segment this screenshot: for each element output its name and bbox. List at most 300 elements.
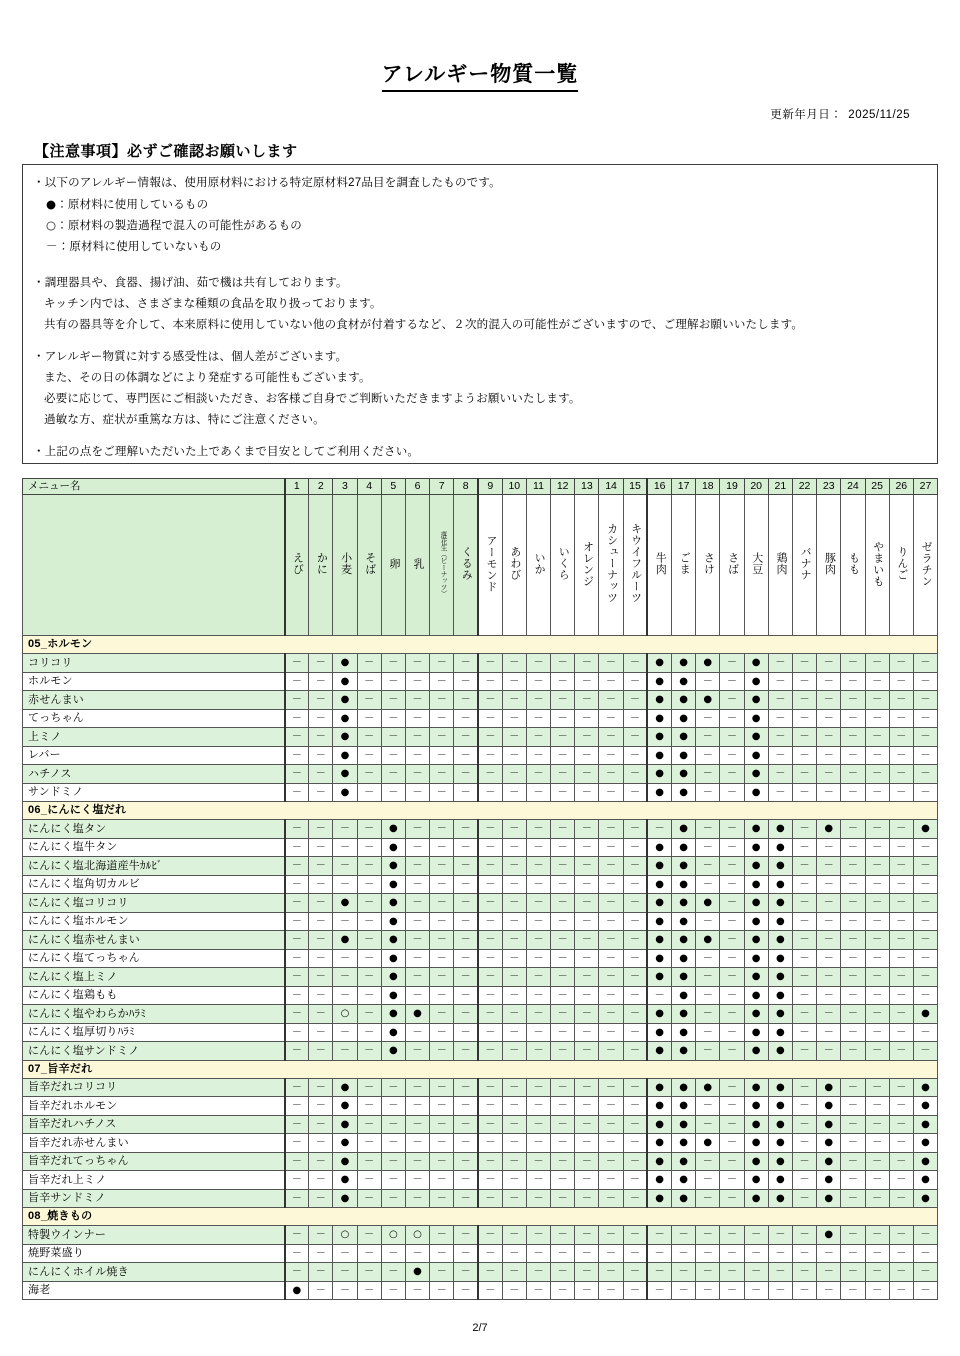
mark-absent: －	[896, 1081, 907, 1093]
mark-absent: －	[606, 1192, 617, 1204]
notice-heading: 【注意事項】必ずご確認お願いします	[34, 143, 298, 160]
allergen-cell-9	[478, 857, 502, 876]
allergen-cell-21	[768, 709, 792, 728]
allergen-cell-13	[575, 857, 599, 876]
allergen-cell-4	[357, 654, 381, 673]
mark-present: ●	[751, 1045, 761, 1056]
mark-absent: －	[315, 694, 326, 705]
mark-absent: －	[533, 1026, 544, 1038]
mark-absent: －	[364, 694, 375, 705]
allergen-cell-15	[623, 672, 647, 691]
mark-absent: －	[654, 823, 665, 834]
mark-absent: －	[460, 1266, 471, 1277]
mark-absent: －	[629, 823, 640, 834]
allergen-cell-15	[623, 968, 647, 987]
mark-present: ●	[824, 1081, 834, 1093]
mark-absent: －	[678, 1247, 689, 1259]
mark-absent: －	[436, 1045, 447, 1056]
mark-present: ●	[340, 768, 350, 779]
allergen-cell-27	[913, 1226, 937, 1245]
mark-absent: －	[412, 897, 423, 908]
allergen-cell-25	[865, 1005, 889, 1024]
allergen-cell-26	[889, 986, 913, 1005]
mark-absent: －	[726, 1100, 737, 1111]
allergen-cell-15	[623, 1263, 647, 1282]
allergen-cell-24	[841, 949, 865, 968]
allergen-number-20: 20	[744, 479, 768, 495]
allergen-cell-20	[744, 691, 768, 710]
allergen-cell-22	[792, 1244, 816, 1263]
allergen-cell-17	[672, 894, 696, 913]
mark-absent: －	[460, 768, 471, 779]
mark-absent: －	[412, 934, 423, 945]
allergen-cell-9	[478, 746, 502, 765]
mark-absent: －	[364, 934, 375, 945]
mark-absent: －	[388, 1137, 399, 1148]
menu-item-name: ホルモン	[23, 672, 285, 691]
mark-absent: －	[581, 768, 592, 779]
mark-absent: －	[436, 1247, 447, 1259]
mark-absent: －	[606, 1081, 617, 1093]
mark-absent: －	[412, 768, 423, 779]
allergen-cell-8	[454, 746, 478, 765]
mark-absent: －	[412, 915, 423, 927]
mark-absent: －	[629, 989, 640, 1001]
mark-absent: －	[606, 657, 617, 668]
mark-absent: －	[920, 860, 931, 871]
allergen-cell-12	[551, 1171, 575, 1190]
allergen-label: アーモンド	[484, 534, 497, 593]
allergen-cell-18	[696, 1005, 720, 1024]
allergen-cell-18	[696, 1097, 720, 1116]
allergen-cell-27	[913, 709, 937, 728]
mark-absent: －	[654, 1229, 665, 1240]
mark-present: ●	[751, 952, 761, 964]
mark-absent: －	[823, 731, 834, 742]
allergen-cell-24	[841, 1115, 865, 1134]
mark-absent: －	[485, 897, 496, 908]
allergen-header-5	[381, 495, 405, 636]
mark-absent: －	[509, 1174, 520, 1185]
mark-absent: －	[751, 1229, 762, 1240]
allergen-cell-1	[285, 1115, 309, 1134]
allergen-label: もも	[847, 552, 860, 575]
allergen-cell-4	[357, 1115, 381, 1134]
allergen-cell-24	[841, 1097, 865, 1116]
table-row	[23, 1171, 938, 1190]
allergen-cell-20	[744, 709, 768, 728]
allergen-cell-17	[672, 1244, 696, 1263]
mark-absent: －	[581, 897, 592, 908]
mark-absent: －	[920, 971, 931, 982]
allergen-cell-14	[599, 1226, 623, 1245]
mark-absent: －	[920, 657, 931, 668]
allergen-cell-26	[889, 783, 913, 802]
allergen-cell-27	[913, 654, 937, 673]
allergen-label: あわび	[508, 546, 521, 581]
allergen-cell-16	[647, 1005, 671, 1024]
allergen-cell-3	[333, 949, 357, 968]
allergen-cell-18	[696, 1115, 720, 1134]
allergen-cell-7	[430, 672, 454, 691]
mark-absent: －	[315, 1081, 326, 1093]
allergen-cell-6	[405, 912, 429, 931]
menu-item-name: 旨辛だれコリコリ	[23, 1078, 285, 1097]
mark-present: ●	[751, 712, 761, 724]
mark-absent: －	[485, 1100, 496, 1111]
allergen-number-25: 25	[865, 479, 889, 495]
allergen-cell-1	[285, 1097, 309, 1116]
allergen-cell-16	[647, 1097, 671, 1116]
allergen-cell-2	[309, 691, 333, 710]
mark-absent: －	[485, 1284, 496, 1296]
allergen-cell-26	[889, 931, 913, 950]
table-row	[23, 709, 938, 728]
allergen-cell-1	[285, 838, 309, 857]
allergen-cell-5	[381, 1171, 405, 1190]
mark-absent: －	[315, 897, 326, 908]
mark-absent: －	[823, 657, 834, 668]
mark-absent: －	[847, 1008, 858, 1019]
allergen-cell-2	[309, 857, 333, 876]
mark-absent: －	[485, 1174, 496, 1185]
mark-absent: －	[557, 989, 568, 1001]
allergen-cell-2	[309, 1042, 333, 1061]
allergen-cell-10	[502, 709, 526, 728]
table-row	[23, 1189, 938, 1208]
group-header-row	[23, 802, 938, 820]
notice-line-11: 過敏な方、症状が重篤な方は、特にご注意ください。	[44, 414, 325, 426]
mark-absent: －	[702, 1008, 713, 1019]
mark-absent: －	[896, 675, 907, 687]
mark-absent: －	[726, 841, 737, 853]
allergen-cell-11	[526, 1023, 550, 1042]
mark-absent: －	[629, 712, 640, 724]
allergen-cell-17	[672, 986, 696, 1005]
allergen-header-8	[454, 495, 478, 636]
mark-absent: －	[872, 897, 883, 908]
mark-absent: －	[533, 934, 544, 945]
mark-present: ●	[824, 1118, 834, 1130]
allergen-cell-7	[430, 1189, 454, 1208]
mark-absent: －	[436, 675, 447, 687]
mark-present: ●	[388, 897, 398, 908]
allergen-cell-27	[913, 931, 937, 950]
mark-absent: －	[823, 1266, 834, 1277]
mark-absent: －	[678, 1266, 689, 1277]
allergen-cell-3	[333, 1005, 357, 1024]
allergen-cell-16	[647, 728, 671, 747]
allergen-cell-3	[333, 1134, 357, 1153]
mark-absent: －	[460, 1137, 471, 1148]
allergen-cell-2	[309, 875, 333, 894]
mark-absent: －	[533, 1118, 544, 1130]
allergen-cell-12	[551, 1152, 575, 1171]
mark-absent: －	[436, 1266, 447, 1277]
allergen-cell-16	[647, 1152, 671, 1171]
allergen-cell-24	[841, 691, 865, 710]
allergen-cell-18	[696, 1042, 720, 1061]
allergen-cell-21	[768, 1042, 792, 1061]
allergen-cell-5	[381, 1263, 405, 1282]
allergen-cell-2	[309, 968, 333, 987]
mark-absent: －	[872, 694, 883, 705]
allergen-cell-10	[502, 1244, 526, 1263]
allergen-cell-17	[672, 1134, 696, 1153]
mark-absent: －	[509, 989, 520, 1001]
mark-absent: －	[751, 1247, 762, 1259]
allergen-cell-21	[768, 1023, 792, 1042]
allergen-cell-19	[720, 1171, 744, 1190]
mark-absent: －	[436, 712, 447, 724]
mark-absent: －	[896, 694, 907, 705]
mark-absent: －	[485, 1118, 496, 1130]
allergen-cell-20	[744, 1134, 768, 1153]
mark-absent: －	[315, 841, 326, 853]
mark-absent: －	[460, 897, 471, 908]
allergen-cell-25	[865, 986, 889, 1005]
mark-present: ●	[655, 1008, 665, 1019]
allergen-cell-6	[405, 1226, 429, 1245]
allergen-cell-15	[623, 765, 647, 784]
mark-absent: －	[557, 1137, 568, 1148]
allergen-cell-21	[768, 1263, 792, 1282]
allergen-cell-16	[647, 894, 671, 913]
mark-absent: －	[847, 1266, 858, 1277]
table-row	[23, 838, 938, 857]
allergen-cell-21	[768, 1115, 792, 1134]
allergen-label: さけ	[702, 552, 715, 575]
allergen-cell-14	[599, 1263, 623, 1282]
allergen-cell-25	[865, 875, 889, 894]
allergen-cell-27	[913, 949, 937, 968]
mark-absent: －	[629, 1045, 640, 1056]
allergen-cell-6	[405, 894, 429, 913]
allergen-cell-8	[454, 1226, 478, 1245]
mark-absent: －	[823, 1045, 834, 1056]
mark-absent: －	[920, 841, 931, 853]
mark-present: ●	[679, 1045, 688, 1056]
mark-absent: －	[920, 878, 931, 890]
mark-absent: －	[872, 1266, 883, 1277]
allergen-cell-25	[865, 968, 889, 987]
mark-absent: －	[872, 878, 883, 890]
allergen-cell-22	[792, 765, 816, 784]
allergen-cell-22	[792, 728, 816, 747]
allergen-cell-25	[865, 765, 889, 784]
allergen-cell-27	[913, 857, 937, 876]
allergen-cell-24	[841, 894, 865, 913]
mark-absent: －	[799, 971, 810, 982]
allergen-cell-6	[405, 672, 429, 691]
table-row	[23, 1078, 938, 1097]
allergen-cell-3	[333, 728, 357, 747]
mark-present: ●	[824, 1137, 834, 1148]
menu-item-name: にんにく塩北海道産牛ｶﾙﾋﾞ	[23, 857, 285, 876]
allergen-cell-12	[551, 654, 575, 673]
allergen-cell-3	[333, 894, 357, 913]
allergen-cell-1	[285, 857, 309, 876]
allergen-cell-6	[405, 765, 429, 784]
allergen-cell-17	[672, 765, 696, 784]
allergen-cell-24	[841, 986, 865, 1005]
allergen-cell-6	[405, 1152, 429, 1171]
mark-absent: －	[557, 1192, 568, 1204]
mark-present: ●	[340, 749, 350, 761]
mark-absent: －	[799, 694, 810, 705]
mark-present: ●	[413, 1266, 422, 1277]
allergen-cell-7	[430, 1115, 454, 1134]
allergen-cell-3	[333, 1078, 357, 1097]
mark-present: ●	[340, 1155, 350, 1167]
allergen-cell-21	[768, 1281, 792, 1300]
table-row	[23, 1023, 938, 1042]
mark-absent: －	[726, 823, 737, 834]
mark-absent: －	[436, 915, 447, 927]
update-date-value: 2025/11/25	[848, 109, 910, 121]
allergen-header-9	[478, 495, 502, 636]
mark-absent: －	[485, 823, 496, 834]
allergen-cell-6	[405, 1023, 429, 1042]
table-row	[23, 857, 938, 876]
allergen-cell-9	[478, 968, 502, 987]
mark-present: ●	[388, 1045, 398, 1056]
allergen-cell-13	[575, 1171, 599, 1190]
allergen-cell-22	[792, 1005, 816, 1024]
mark-present: ●	[775, 1026, 785, 1038]
allergen-cell-21	[768, 931, 792, 950]
mark-absent: －	[460, 841, 471, 853]
allergen-header-13	[575, 495, 599, 636]
allergen-cell-15	[623, 949, 647, 968]
allergen-cell-4	[357, 1042, 381, 1061]
allergen-cell-11	[526, 820, 550, 839]
mark-present: ●	[340, 712, 350, 724]
mark-absent: －	[291, 1081, 302, 1093]
allergen-cell-9	[478, 1244, 502, 1263]
mark-absent: －	[557, 675, 568, 687]
header-row-allergen-names	[23, 495, 938, 636]
allergen-cell-26	[889, 765, 913, 784]
mark-absent: －	[533, 768, 544, 779]
mark-absent: －	[629, 952, 640, 964]
allergen-label: カシューナッツ	[605, 523, 618, 604]
menu-item-name: にんにく塩牛タン	[23, 838, 285, 857]
allergen-cell-15	[623, 1171, 647, 1190]
allergen-cell-1	[285, 1189, 309, 1208]
mark-present: ●	[679, 1174, 688, 1185]
mark-absent: －	[291, 1045, 302, 1056]
allergen-cell-16	[647, 654, 671, 673]
allergen-cell-16	[647, 1171, 671, 1190]
mark-trace: ○	[388, 1229, 398, 1240]
mark-absent: －	[581, 971, 592, 982]
allergen-cell-3	[333, 1115, 357, 1134]
mark-present: ●	[655, 657, 665, 668]
mark-absent: －	[581, 1118, 592, 1130]
mark-present: ●	[775, 1118, 785, 1130]
mark-absent: －	[291, 749, 302, 761]
mark-absent: －	[751, 1284, 762, 1296]
mark-present: ●	[388, 1008, 398, 1019]
allergen-cell-13	[575, 1244, 599, 1263]
mark-absent: －	[702, 915, 713, 927]
allergen-cell-25	[865, 746, 889, 765]
mark-present: ●	[775, 860, 785, 871]
mark-absent: －	[557, 823, 568, 834]
allergen-cell-4	[357, 949, 381, 968]
allergen-cell-7	[430, 1097, 454, 1116]
allergen-cell-24	[841, 746, 865, 765]
allergen-label: 落花生（ピーナッツ）	[439, 530, 447, 597]
mark-absent: －	[799, 1118, 810, 1130]
allergen-cell-7	[430, 912, 454, 931]
allergen-cell-12	[551, 709, 575, 728]
allergen-cell-3	[333, 746, 357, 765]
allergen-cell-5	[381, 691, 405, 710]
mark-absent: －	[364, 915, 375, 927]
allergen-cell-9	[478, 765, 502, 784]
mark-present: ●	[751, 675, 761, 687]
allergen-cell-20	[744, 1226, 768, 1245]
allergen-cell-27	[913, 1134, 937, 1153]
update-date-line	[22, 106, 938, 122]
notice-line-10: 必要に応じて、専門医にご相談いただき、お客様ご自身でご判断いただきますようお願いいたします。	[44, 393, 581, 405]
mark-present: ●	[679, 1192, 688, 1204]
allergen-cell-9	[478, 949, 502, 968]
allergen-cell-24	[841, 875, 865, 894]
allergen-cell-23	[817, 654, 841, 673]
allergen-cell-16	[647, 1042, 671, 1061]
menu-item-name: 旨辛だれ上ミノ	[23, 1171, 285, 1190]
allergen-cell-27	[913, 1097, 937, 1116]
mark-absent: －	[533, 878, 544, 890]
allergen-header-21	[768, 495, 792, 636]
allergen-cell-27	[913, 1023, 937, 1042]
allergen-cell-20	[744, 838, 768, 857]
allergen-header-24	[841, 495, 865, 636]
mark-present: ●	[824, 1155, 834, 1167]
allergen-cell-1	[285, 746, 309, 765]
mark-present: ●	[921, 1100, 930, 1111]
mark-absent: －	[847, 1155, 858, 1167]
mark-absent: －	[388, 657, 399, 668]
allergen-cell-22	[792, 894, 816, 913]
allergen-cell-15	[623, 875, 647, 894]
allergen-cell-10	[502, 1171, 526, 1190]
allergen-cell-8	[454, 691, 478, 710]
mark-absent: －	[364, 657, 375, 668]
allergen-cell-8	[454, 1171, 478, 1190]
allergen-cell-12	[551, 875, 575, 894]
mark-absent: －	[823, 971, 834, 982]
allergen-cell-1	[285, 765, 309, 784]
allergen-cell-2	[309, 894, 333, 913]
allergen-cell-2	[309, 672, 333, 691]
mark-absent: －	[629, 768, 640, 779]
notice-spacer-1	[33, 257, 927, 273]
mark-absent: －	[291, 1137, 302, 1148]
group-label: 07_旨辛だれ	[23, 1060, 938, 1078]
mark-absent: －	[629, 749, 640, 761]
mark-absent: －	[339, 1026, 350, 1038]
mark-absent: －	[726, 1284, 737, 1296]
menu-item-name: 旨辛サンドミノ	[23, 1189, 285, 1208]
allergen-cell-15	[623, 912, 647, 931]
mark-absent: －	[460, 1229, 471, 1240]
allergen-header-18	[696, 495, 720, 636]
allergen-cell-8	[454, 672, 478, 691]
